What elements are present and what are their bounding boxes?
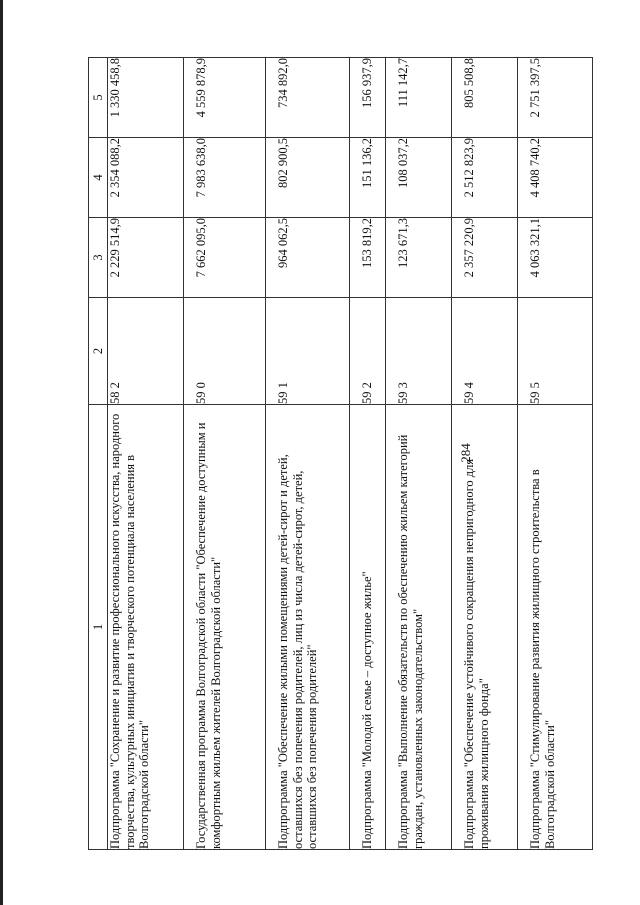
value-col-3: 123 671,3	[386, 218, 452, 298]
value-col-4: 2 512 823,9	[452, 138, 518, 218]
value-col-3: 4 063 321,1	[518, 218, 593, 298]
header-row	[89, 58, 108, 850]
value-col-4: 2 354 088,2	[108, 138, 184, 218]
value-col-4: 802 900,5	[266, 138, 350, 218]
table-row	[184, 58, 266, 850]
program-code: 59 0	[184, 298, 266, 405]
header-col-1: 1	[89, 405, 108, 850]
table-row	[386, 58, 452, 850]
program-name: Государственная программа Волгоградской области "Обеспечение доступным и комфортным жильем жителей Волгоградской области"	[184, 405, 266, 850]
header-col-2: 2	[89, 298, 108, 405]
value-col-5: 4 559 878,9	[184, 58, 266, 138]
table-row	[350, 58, 386, 850]
value-col-5: 2 751 397,5	[518, 58, 593, 138]
value-col-3: 2 357 220,9	[452, 218, 518, 298]
program-name: Подпрограмма "Молодой семье – доступное жилье"	[350, 405, 386, 850]
value-col-4: 151 136,2	[350, 138, 386, 218]
value-col-5: 734 892,0	[266, 58, 350, 138]
value-col-4: 108 037,2	[386, 138, 452, 218]
program-code: 59 3	[386, 298, 452, 405]
program-name: Подпрограмма "Обеспечение устойчивого сокращения непригодного для проживания жилищного фонда"	[452, 405, 518, 850]
value-col-5: 1 330 458,8	[108, 58, 184, 138]
value-col-3: 964 062,5	[266, 218, 350, 298]
header-col-5: 5	[89, 58, 108, 138]
budget-table	[88, 57, 593, 850]
page-number: 284	[458, 443, 473, 463]
table-row	[518, 58, 593, 850]
value-col-3: 153 819,2	[350, 218, 386, 298]
table-row	[108, 58, 184, 850]
program-code: 59 5	[518, 298, 593, 405]
program-name: Подпрограмма "Обеспечение жилыми помещениями детей-сирот и детей, оставшихся без попечения родителей, лиц из числа детей-сирот, детей, оставшихся без попечения родителей"	[266, 405, 350, 850]
value-col-5: 156 937,9	[350, 58, 386, 138]
value-col-3: 7 662 095,0	[184, 218, 266, 298]
program-code: 59 1	[266, 298, 350, 405]
program-code: 59 4	[452, 298, 518, 405]
program-name: Подпрограмма "Сохранение и развитие профессионального искусства, народного творчества, культурных инициатив и творческого потенциала населения в Волгоградской области"	[108, 405, 184, 850]
header-col-3: 3	[89, 218, 108, 298]
value-col-5: 111 142,7	[386, 58, 452, 138]
value-col-3: 2 229 514,9	[108, 218, 184, 298]
value-col-4: 7 983 638,0	[184, 138, 266, 218]
value-col-5: 805 508,8	[452, 58, 518, 138]
header-col-4: 4	[89, 138, 108, 218]
program-code: 58 2	[108, 298, 184, 405]
table-row	[266, 58, 350, 850]
program-name: Подпрограмма "Выполнение обязательств по обеспечению жильем категорий граждан, установленных законодательством"	[386, 405, 452, 850]
program-name: Подпрограмма "Стимулирование развития жилищного строительства в Волгоградской области"	[518, 405, 593, 850]
table-row	[452, 58, 518, 850]
program-code: 59 2	[350, 298, 386, 405]
value-col-4: 4 408 740,2	[518, 138, 593, 218]
